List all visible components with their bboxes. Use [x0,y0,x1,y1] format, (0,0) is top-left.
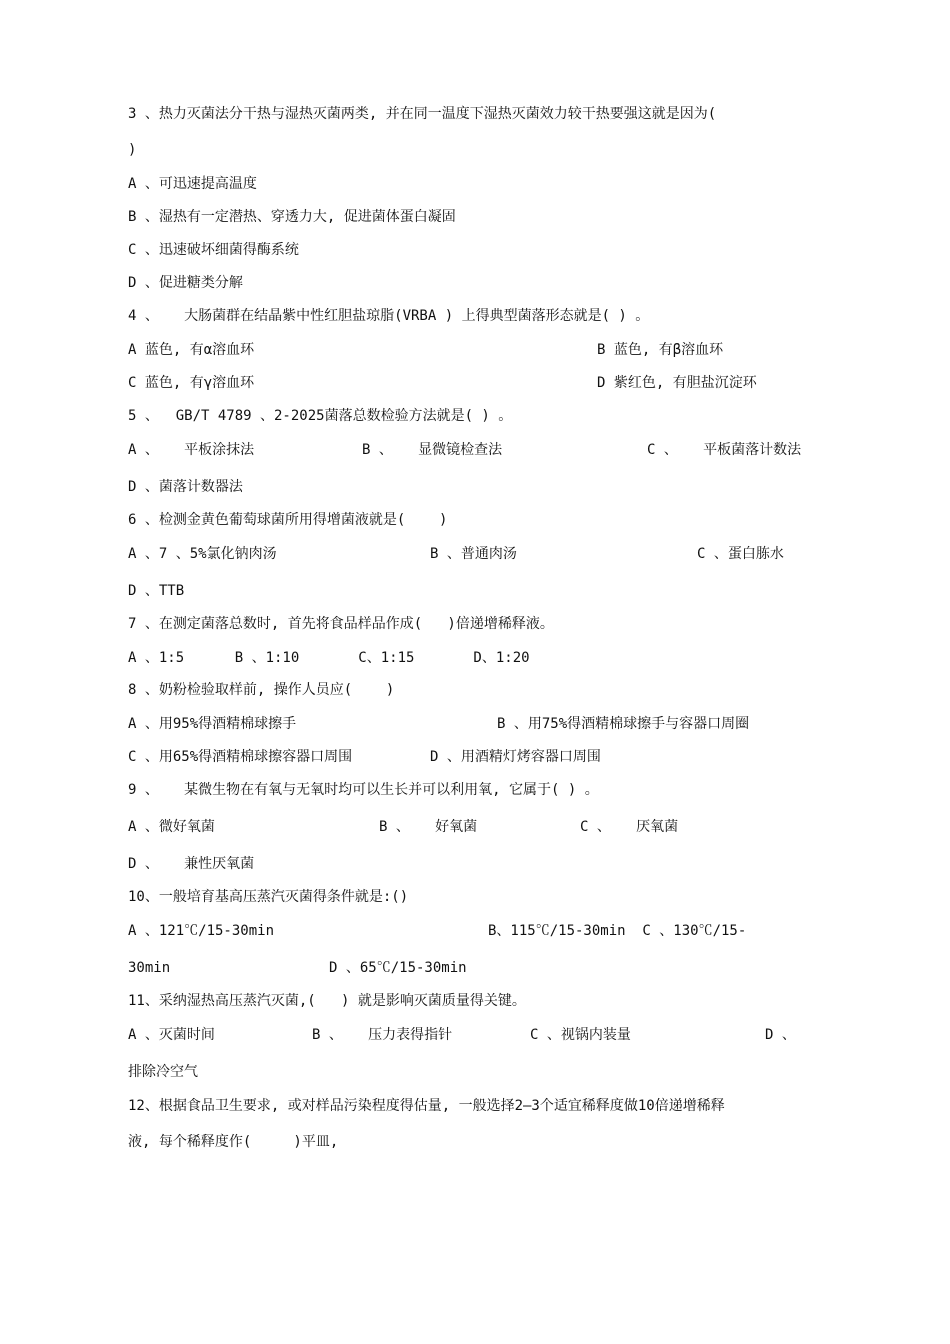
q11-stem: 11、采纳湿热高压蒸汽灭菌,( ) 就是影响灭菌质量得关键。 [128,993,526,1009]
q6-option-b: B 、普通肉汤 [430,546,517,562]
q7-stem: 7 、在测定菌落总数时, 首先将食品样品作成( )倍递增稀释液。 [128,616,554,632]
q12-stem-continued: 液, 每个稀释度作( )平皿, [128,1134,339,1150]
q3-option-a: A 、可迅速提高温度 [128,176,257,192]
q5-option-a: A 、 平板涂抹法 [128,442,255,458]
q3-stem-continued: ) [128,142,137,158]
q6-option-d: D 、TTB [128,583,185,599]
q7-options: A 、1:5 B 、1:10 C、1:15 D、1:20 [128,650,530,666]
q6-stem: 6 、检测金黄色葡萄球菌所用得增菌液就是( ) [128,512,448,528]
q10-option-c-continued: 30min [128,960,171,976]
q12-stem: 12、根据食品卫生要求, 或对样品污染程度得估量, 一般选择2—3个适宜稀释度做10倍递增稀释 [128,1098,725,1114]
q4-option-b: B 蓝色, 有β溶血环 [597,342,724,358]
q8-option-c: C 、用65%得酒精棉球擦容器口周围 [128,749,353,765]
q5-option-c: C 、 平板菌落计数法 [647,442,802,458]
q10-option-b-c: B、115℃/15-30min C 、130℃/15- [488,923,747,939]
q11-option-d: D 、 [765,1027,796,1043]
q3-stem: 3 、热力灭菌法分干热与湿热灭菌两类, 并在同一温度下湿热灭菌效力较干热要强这就是因为( [128,106,717,122]
q5-option-b: B 、 显微镜检查法 [362,442,503,458]
q6-option-c: C 、蛋白胨水 [697,546,784,562]
q8-option-a: A 、用95%得酒精棉球擦手 [128,716,297,732]
q11-option-b: B 、 压力表得指针 [312,1027,453,1043]
q3-option-d: D 、促进糖类分解 [128,275,243,291]
q5-option-d: D 、菌落计数器法 [128,479,243,495]
q4-option-c: C 蓝色, 有γ溶血环 [128,375,255,391]
q9-option-c: C 、 厌氧菌 [580,819,679,835]
q8-option-d: D 、用酒精灯烤容器口周围 [430,749,601,765]
q11-option-d-continued: 排除冷空气 [128,1064,198,1080]
q5-stem: 5 、 GB/T 4789 、2-2025菌落总数检验方法就是( ) 。 [128,408,513,424]
q10-option-a: A 、121℃/15-30min [128,923,275,939]
q8-stem: 8 、奶粉检验取样前, 操作人员应( ) [128,682,395,698]
q9-option-d: D 、 兼性厌氧菌 [128,856,255,872]
q10-stem: 10、一般培育基高压蒸汽灭菌得条件就是:() [128,889,409,905]
q10-option-d: D 、65℃/15-30min [329,960,467,976]
q6-option-a: A 、7 、5%氯化钠肉汤 [128,546,277,562]
q3-option-b: B 、湿热有一定潜热、穿透力大, 促进菌体蛋白凝固 [128,209,456,225]
q9-option-b: B 、 好氧菌 [379,819,478,835]
q11-option-c: C 、视锅内装量 [530,1027,631,1043]
q4-stem: 4 、 大肠菌群在结晶紫中性红胆盐琼脂(VRBA ) 上得典型菌落形态就是( ) 。 [128,308,650,324]
q4-option-d: D 紫红色, 有胆盐沉淀环 [597,375,757,391]
q9-stem: 9 、 某微生物在有氧与无氧时均可以生长并可以利用氧, 它属于( ) 。 [128,782,599,798]
q4-option-a: A 蓝色, 有α溶血环 [128,342,255,358]
q9-option-a: A 、微好氧菌 [128,819,215,835]
q3-option-c: C 、迅速破坏细菌得酶系统 [128,242,299,258]
q8-option-b: B 、用75%得酒精棉球擦手与容器口周圈 [497,716,750,732]
q11-option-a: A 、灭菌时间 [128,1027,215,1043]
